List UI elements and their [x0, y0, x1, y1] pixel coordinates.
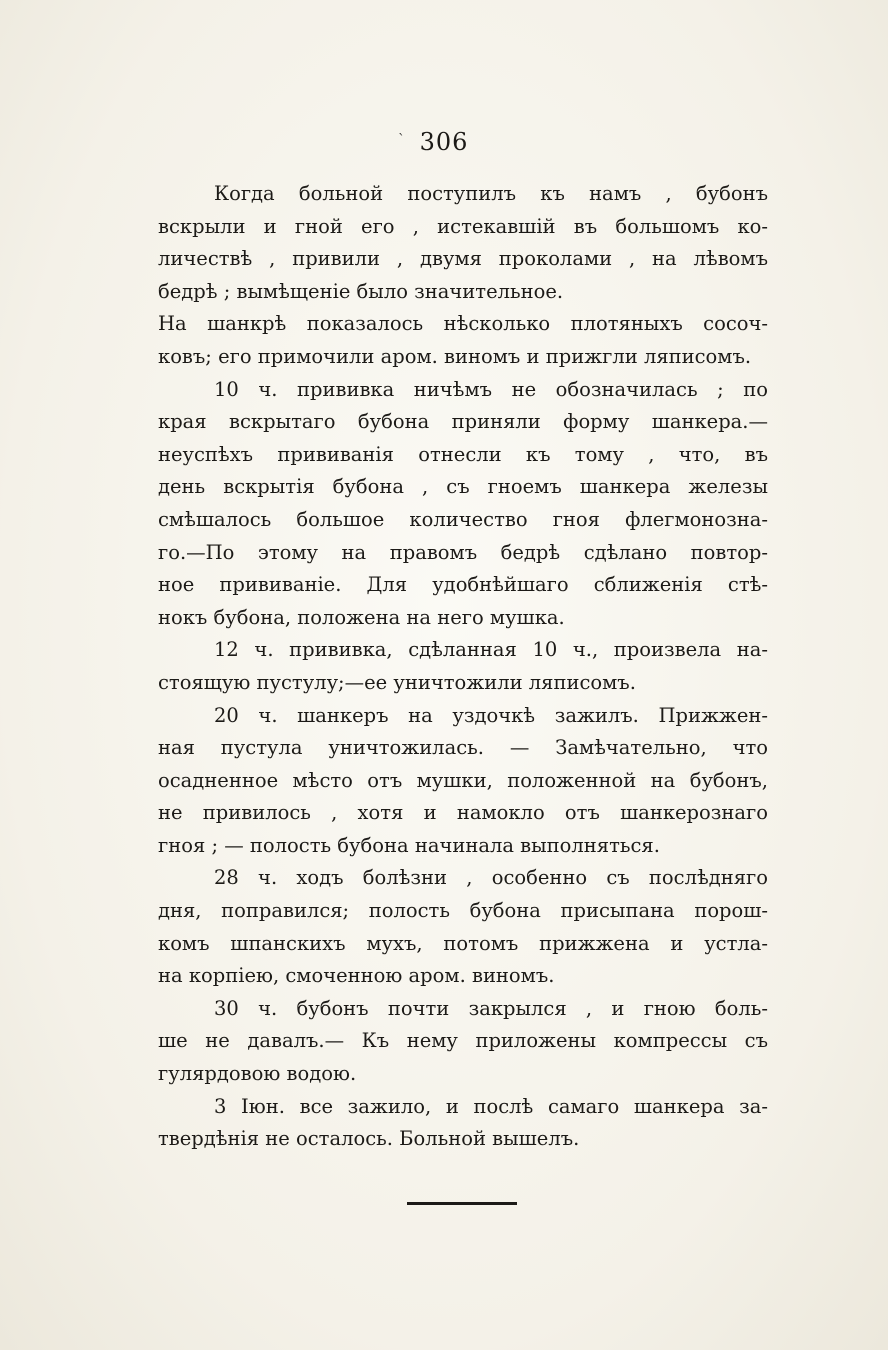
end-rule	[407, 1202, 517, 1205]
text-line: бедрѣ ; вымѣщеніе было значительное.	[158, 279, 564, 303]
text-line: 20 ч. шанкеръ на уздочкѣ зажилъ. Прижжен-	[214, 703, 768, 727]
text-line: смѣшалось большое количество гноя флегмонозна-	[158, 507, 768, 531]
text-line: На шанкрѣ показалось нѣсколько плотяныхъ сосоч-	[158, 312, 768, 336]
text-line: 10 ч. прививка ничѣмъ не обозначилась ; по	[214, 377, 768, 401]
text-line: Когда больной поступилъ къ намъ , бубонъ	[214, 182, 768, 205]
text-line: твердѣнія не осталось. Больной вышелъ.	[158, 1127, 580, 1151]
text-line: 28 ч. ходъ болѣзни , особенно съ послѣдняго	[214, 866, 768, 890]
text-line: личествѣ , привили , двумя проколами , на лѣвомъ	[158, 247, 768, 271]
text-line: ное прививаніе. Для удобнѣйшаго сближенія стѣ-	[158, 573, 768, 597]
text-line: 12 ч. прививка, сдѣланная 10 ч., произвела на-	[214, 638, 768, 662]
text-line: 30 ч. бубонъ почти закрылся , и гною боль-	[214, 996, 768, 1020]
text-line: края вскрытаго бубона приняли форму шанкера.—	[158, 410, 768, 434]
text-line: дня, поправился; полость бубона присыпана порош-	[158, 899, 768, 923]
text-line: не привилось , хотя и намокло отъ шанкерознаго	[158, 801, 768, 825]
text-line: комъ шпанскихъ мухъ, потомъ прижжена и устла-	[158, 931, 768, 955]
text-line: вскрыли и гной его , истекавшій въ большомъ ко-	[158, 214, 768, 238]
text-line: нокъ бубона, положена на него мушка.	[158, 605, 565, 629]
text-line: 3 Іюн. все зажило, и послѣ самаго шанкера за-	[214, 1094, 768, 1118]
text-line: на корпіею, смоченною аром. виномъ.	[158, 964, 555, 988]
text-line: ная пустула уничтожилась. — Замѣчательно, что	[158, 736, 768, 760]
text-line: ше не давалъ.— Къ нему приложены компрессы съ	[158, 1029, 768, 1053]
text-line: осадненное мѣсто отъ мушки, положенной на бубонъ,	[158, 768, 768, 792]
text-line: день вскрытія бубона , съ гноемъ шанкера железы	[158, 475, 768, 499]
text-line: стоящую пустулу;—ее уничтожили ляписомъ.	[158, 670, 636, 694]
text-line: гулярдовою водою.	[158, 1062, 357, 1086]
text-line: неуспѣхъ прививанія отнесли къ тому , что, въ	[158, 442, 768, 466]
page-number: 306	[419, 128, 469, 156]
print-speck: `	[398, 132, 405, 148]
text-line: ковъ; его примочили аром. виномъ и прижгли ляписомъ.	[158, 344, 752, 368]
body-text	[158, 178, 768, 1156]
text-line: гноя ; — полость бубона начинала выполняться.	[158, 833, 660, 857]
text-line: го.—По этому на правомъ бедрѣ сдѣлано повтор-	[158, 540, 768, 564]
